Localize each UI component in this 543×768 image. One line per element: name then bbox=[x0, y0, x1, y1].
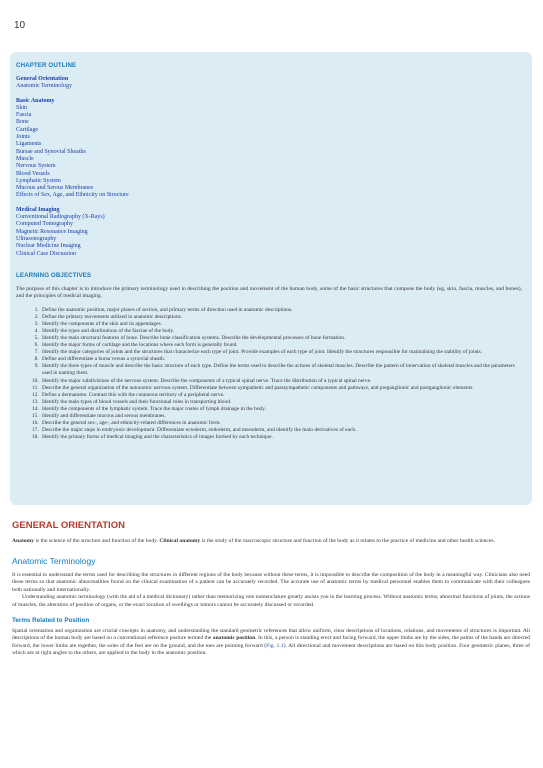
subsection-heading: Anatomic Terminology bbox=[12, 555, 96, 566]
terminology-paragraph-2: Understanding anatomic terminology (with the aid of a medical dictionary) rather than memorizing rote nomenclature greatly assists you in the learning process. Without anatomic terms, abnormal functions of joints, the actions of muscles, the alteration of position of organs, or the exact location of swellings or tumors cannot be accurately discussed or recorded. bbox=[12, 594, 530, 608]
outline-item[interactable]: Ultrasonography bbox=[16, 235, 57, 242]
objective-item: 1. Define the anatomic position, major planes of section, and primary terms of direction used in anatomic descriptions. bbox=[40, 307, 522, 314]
objective-item: 6. Identify the major forms of cartilage and the locations where each form is generally found. bbox=[40, 342, 522, 349]
objectives-heading: LEARNING OBJECTIVES bbox=[16, 271, 92, 279]
objective-item: 13. Identify the main types of blood vessels and their functional roles in transporting blood. bbox=[40, 399, 522, 406]
objective-item: 11. Describe the general organization of the autonomic nervous system. Differentiate between sympathetic and parasympathetic components and pathways, and preganglionic and postganglionic elements. bbox=[40, 385, 522, 392]
outline-group bbox=[16, 76, 522, 91]
position-paragraph: Spatial orientation and organization are crucial concepts in anatomy, and understanding the standard geometric references that allow uniform, clear descriptions of locations, relations, and movements of structures is important. All descriptions of the human body are based on a conventional reference posture termed the anatomic position. In this, a person is standing erect and facing forward, the upper limbs are by the sides, the palms of the hands are directed forward, the lower limbs are together, the soles of the feet are on the ground, and the toes are pointing forward (Fig. 1.1). All directional and movement descriptions are based on this body position. Four geometric planes, three of which are at right angles to the others, are applied to the body in the anatomic position. bbox=[12, 627, 530, 657]
outline-item[interactable]: Nuclear Medicine Imaging bbox=[16, 243, 81, 250]
outline-item[interactable]: Skin bbox=[16, 104, 28, 111]
outline-item[interactable]: Muscle bbox=[16, 155, 34, 162]
objective-item: 15. Identify and differentiate mucous and serous membranes. bbox=[40, 413, 522, 420]
outline-item[interactable]: Ligaments bbox=[16, 141, 42, 148]
outline-group-title[interactable]: General Orientation bbox=[16, 76, 69, 82]
outline-item[interactable]: Blood Vessels bbox=[16, 170, 50, 177]
outline-item[interactable]: Magnetic Resonance Imaging bbox=[16, 228, 88, 235]
objective-item: 7. Identify the major categories of joints and the structures that characterize each type of joint. Provide examples of each type of joint. Identify the structures responsible for maintaining the stability of joints. bbox=[40, 349, 522, 356]
objective-item: 5. Identify the main structural features of bone. Describe bone classification systems. Describe the developmental processes of bone formation. bbox=[40, 335, 522, 342]
outline-item[interactable]: Fascia bbox=[16, 112, 32, 119]
outline-group-title[interactable]: Basic Anatomy bbox=[16, 97, 55, 104]
objective-item: 9. Identify the three types of muscle and describe the basic structure of each type. Define the terms used to describe the actions of skeletal muscles. Describe the pattern of innervation of skeletal muscles and the parameters used in naming them. bbox=[40, 363, 522, 377]
outline-item[interactable]: Conventional Radiography (X-Rays) bbox=[16, 214, 105, 221]
objective-item: 8. Define and differentiate a bursa versus a synovial sheath. bbox=[40, 356, 522, 363]
outline-heading: CHAPTER OUTLINE bbox=[16, 62, 77, 69]
anatomic-position-term: anatomic position bbox=[212, 635, 256, 642]
outline-item[interactable]: Clinical Case Discussion bbox=[16, 250, 76, 257]
terminology-paragraph-1: It is essential to understand the terms used for describing the structures in different regions of the body because without these terms, it is impossible to describe the composition of the body in a meaningful way. Clinicians also need these terms so that anatomic abnormalities found on the clinical examination of a patient can be accurately recorded. The accurate use of anatomic terms by medical personnel enables them to communicate with their colleagues both nationally and internationally. bbox=[12, 571, 530, 593]
page-number: 10 bbox=[14, 20, 26, 31]
outline-item[interactable]: Nervous System bbox=[16, 163, 56, 170]
objective-item: 17. Describe the major steps in embryonic development. Differentiate ectoderm, endoderm, and mesoderm, and identify the main derivatives of each. bbox=[40, 427, 522, 434]
objective-item: 16. Describe the general sex-, age-, and ethnicity-related differences in anatomic form. bbox=[40, 420, 522, 427]
objectives-intro: The purpose of this chapter is to introduce the primary terminology used in describing the position and movement of the human body, some of the basic structures that compose the body (eg, skin, fascia, muscles, and bones), and the principles of medical imaging. bbox=[16, 285, 522, 300]
subsubsection-heading: Terms Related to Position bbox=[12, 616, 90, 624]
objective-item: 2. Define the primary movements utilized in anatomic descriptions. bbox=[40, 314, 522, 321]
outline-group-title[interactable]: Medical Imaging bbox=[16, 206, 60, 213]
objective-item: 4. Identify the types and distributions of the fasciae of the body. bbox=[40, 328, 522, 335]
section-heading: GENERAL ORIENTATION bbox=[12, 520, 125, 531]
chapter-outline bbox=[16, 76, 522, 258]
outline-item[interactable]: Cartilage bbox=[16, 126, 38, 133]
outline-group bbox=[16, 207, 522, 258]
figure-link[interactable]: Fig. 1.1 bbox=[266, 642, 284, 649]
objective-item: 18. Identify the primary forms of medical imaging and the characteristics of images formed by each technique. bbox=[40, 434, 522, 441]
outline-group bbox=[16, 98, 522, 200]
anatomy-definition: Anatomy is the science of the structure and function of the body. Clinical anatomy is the study of the macroscopic structure and function of the body as it relates to the practice of medicine and other health sciences. bbox=[12, 538, 495, 544]
objectives-list bbox=[16, 307, 522, 442]
outline-item[interactable]: Mucous and Serous Membranes bbox=[16, 185, 94, 192]
anatomy-term: Anatomy bbox=[12, 538, 35, 544]
outline-item[interactable]: Anatomic Terminology bbox=[16, 83, 72, 90]
main-content bbox=[12, 520, 530, 658]
clinical-anatomy-term: Clinical anatomy bbox=[159, 538, 201, 544]
objective-item: 10. Identify the major subdivisions of the nervous system. Describe the components of a typical spinal nerve. Trace the distribution of a typical spinal nerve. bbox=[40, 378, 522, 385]
outline-item[interactable]: Computed Tomography bbox=[16, 221, 73, 228]
outline-item[interactable]: Bone bbox=[16, 119, 29, 126]
outline-item[interactable]: Bursae and Synovial Sheaths bbox=[16, 148, 86, 155]
outline-item[interactable]: Lymphatic System bbox=[16, 177, 61, 184]
outline-item[interactable]: Effects of Sex, Age, and Ethnicity on Structure bbox=[16, 192, 129, 199]
objective-item: 12. Define a dermatome. Contrast this with the cutaneous territory of a peripheral nerve. bbox=[40, 392, 522, 399]
objective-item: 14. Identify the components of the lymphatic system. Trace the major routes of lymph drainage in the body. bbox=[40, 406, 522, 413]
chapter-box bbox=[10, 52, 532, 505]
outline-item[interactable]: Joints bbox=[16, 134, 31, 141]
objective-item: 3. Identify the components of the skin and its appendages. bbox=[40, 321, 522, 328]
